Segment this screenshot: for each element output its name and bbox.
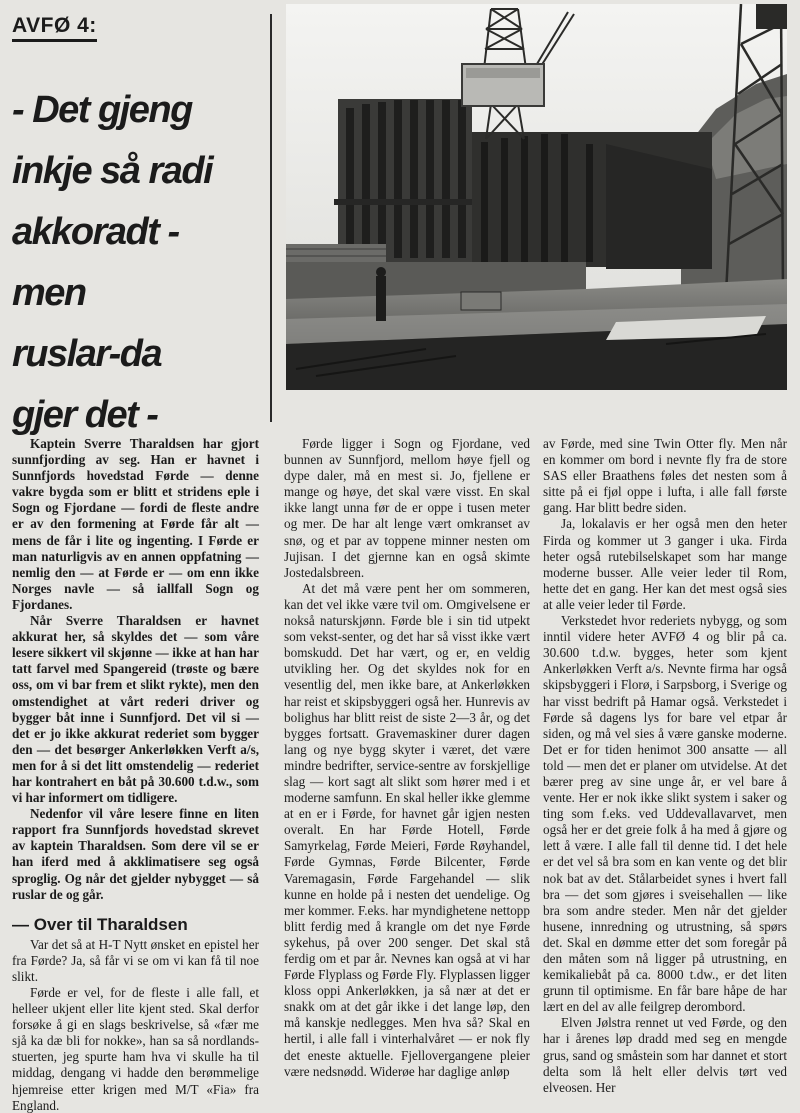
body-paragraph: At det må være pent her om sommeren, kan det vel ikke være tvil om. Omgivelsene er nokså naturskjønn. Førde ble i sin tid utpekt som vekst-senter, og det har så visst ikke vært bomskudd. Det har vært, og er, en veldig utvikling her. Og det skyldes nok for en vesentlig del, men ikke bare, at Ankerløkken har reist et skipsbyggeri også her. Hunrevis av bolighus har blitt reist de siste 2—3 år, og det bygges fortsatt. Gravemaskiner durer dagen lang og nye bygg skyter i været, det være mindre bedrifter, service-sentre av forskjellige slag — kort sagt alt slikt som hører med i et moderne samfunn. En skal heller ikke glemme at en er i Førde, for havnet går igjen nesten overalt. En har Førde Hotell, Førde Samyrkelag, Førde Meieri, Førde Røyhandel, Førde Gymnas, Førde Bilcenter, Førde Varemagasin, Førde Fargehandel — slik kunne en holde på i nesten det uendelige. Og mer kommer. F.eks. har myndighetene nettopp blitt ferdig med å krangle om det nye Førde sykehus, på over 200 senger. Det skal stå ferdig om et par år. Nevnes kan også at vi har Førde Flyplass og Førde Fly. Flyplassen ligger kloss oppi Ankerløkken, ja så nær at det er snakk om at det går ikke i det lange løp, den må kanskje nedlegges. Men hva så? Skal en hertil, i alle fall i vinterhalvåret — er nok fly det eneste aktuelle. Fjellovergangene pleier være nedsnødd. Widerøe har daglige anløp <box>284 580 530 1079</box>
headline-line: inkje så radi <box>12 150 213 192</box>
intro-paragraph: Nedenfor vil våre lesere finne en liten rapport fra Sunnfjords hovedstad skrevet av kaptein Tharaldsen. Som dere vil se er han iferd med å akklimatisere seg også sproglig. Og når det gjelder nybygget — så ruslar de og går. <box>12 806 259 902</box>
column-divider <box>270 14 272 422</box>
shipyard-photo-image <box>286 4 787 390</box>
intro-paragraph: Når Sverre Tharaldsen er havnet akkurat her, så skyldes det — som våre lesere sikkert vil skjønne — ikke at han har tatt farvel med Spangereid (trøste og bære oss, om vi bar frem et slikt rykte), men den omstendighet at vårt rederi driver og bygger båt inne i Sunnfjord. Det vil si — det er jo ikke akkurat rederiet som bygger den — det besørger Ankerløkken Verft a/s, men for å si det litt omstendelig — rederiet har kontrahert en båt på 30.600 t.d.w., som vi har informert om tidligere. <box>12 613 259 806</box>
section-subhead: — Over til Tharaldsen <box>12 914 188 934</box>
body-paragraph: Var det så at H-T Nytt ønsket en epistel her fra Førde? Ja, så får vi se om vi kan få til noe slikt. <box>12 936 259 984</box>
article-headline <box>12 80 267 446</box>
article-kicker: AVFØ 4: <box>12 14 97 42</box>
headline-line: gjer det - <box>12 394 158 436</box>
headline-line: men <box>12 272 86 314</box>
article-column-2 <box>284 436 530 1080</box>
body-paragraph: av Førde, med sine Twin Otter fly. Men når en kommer om bord i nevnte fly fra de store SAS eller Braathens føles det nesten som å sitte på ei fjøl oppe i lufta, i alle fall første gang. Har blitt bedre siden. <box>543 436 787 516</box>
body-paragraph: Ja, lokalavis er her også men den heter Firda og kommer ut 3 ganger i uka. Firda heter også rutebilselskapet som har mange moderne busser. Alle veier leder til Rom, hette det en gang. Her kan det mest også sies at alle veier leder til Førde. <box>543 516 787 612</box>
headline-line: akkoradt - <box>12 211 179 253</box>
shipyard-photo <box>286 4 787 390</box>
intro-paragraph: Kaptein Sverre Tharaldsen har gjort sunnfjording av seg. Han er havnet i Sunnfjords hovedstad Førde — denne vakre bygda som er blitt et stridens eple i Sogn og Fjordane — fordi de fleste andre er av den formening at Førde får alt — mens de får i lite og ingenting. I Førde er man naturligvis av en annen oppfatning — nemlig den — at Førde er — om enn ikke Norges navle — så iallfall Sogn og Fjordanes. <box>12 436 259 612</box>
headline-line: ruslar-da <box>12 333 162 375</box>
body-paragraph: Elven Jølstra rennet ut ved Førde, og den har i årenes løp dradd med seg en mengde grus, sand og småstein som har dannet et stort delta som lå helt eller delvis tørt ved elveosen. Her <box>543 1015 787 1095</box>
body-paragraph: Verkstedet hvor rederiets nybygg, og som inntil videre heter AVFØ 4 og blir på ca. 30.600 t.d.w. bygges, heter som kjent Ankerløkken Verft a/s. Nevnte firma har også skipsbyggeri i Florø, i Sarpsborg, i Sverige og har visst bedrift på Hamar også. Verkstedet i Førde så dagens lys for bare vel etpar år siden, og må vel sies å være ganske moderne. Det er for tiden henimot 300 ansatte — all told — men det er planer om utvidelse. At det bærer preg av sine unge år, er vel bare å vente. Her er nok ikke slikt system i saker og ting som f.eks. ved Uddevallavarvet, men også her er det greie folk å ha med å gjøre og lett å være. I alle fall til denne tid. I det hele er det vel så bra som en kan vente og det blir nok bat av det. Stålarbeidet synes i hvert fall bra — det som gjøres i sveisehallen — like bra som andre steder. Men når det gjelder husene, innredning og utrustning, så spørs det. Skal en dømme etter det som foregår på den måten som nå ligger på utrustning, en kemikaliebåt på ca. 8000 t.dw., er det liten grunn til optimisme. En får bare håpe de har lært en del av alle feilgrep derombord. <box>543 613 787 1015</box>
body-paragraph: Førde ligger i Sogn og Fjordane, ved bunnen av Sunnfjord, mellom høye fjell og dype daler, må en mest si. Jo, fjellene er mange og høye, det skal være visst. En skal ikke langt unna før de er oppe i tusen meter og mer. De har alt lenge vært omkranset av snø, og et par av toppene minner nesten om Jujisan. I det gjernne kan en også skimte Jostedalsbreen. <box>284 436 530 580</box>
headline-line: - Det gjeng <box>12 89 192 131</box>
article-column-3 <box>543 436 787 1096</box>
article-column-1 <box>12 436 259 1113</box>
body-paragraph: Førde er vel, for de fleste i alle fall, et helleer ukjent eller lite kjent sted. Skal derfor forsøke å gi en slags beskrivelse, så «fær me sjå ka dæ bli for nokke», han sa så nordlands-stuerten, jeg spurte ham hva vi skulle ha til middag, dengang vi hadde den berømmelige hjemreise etter krigen med M/T «Fia» fra England. <box>12 985 259 1113</box>
